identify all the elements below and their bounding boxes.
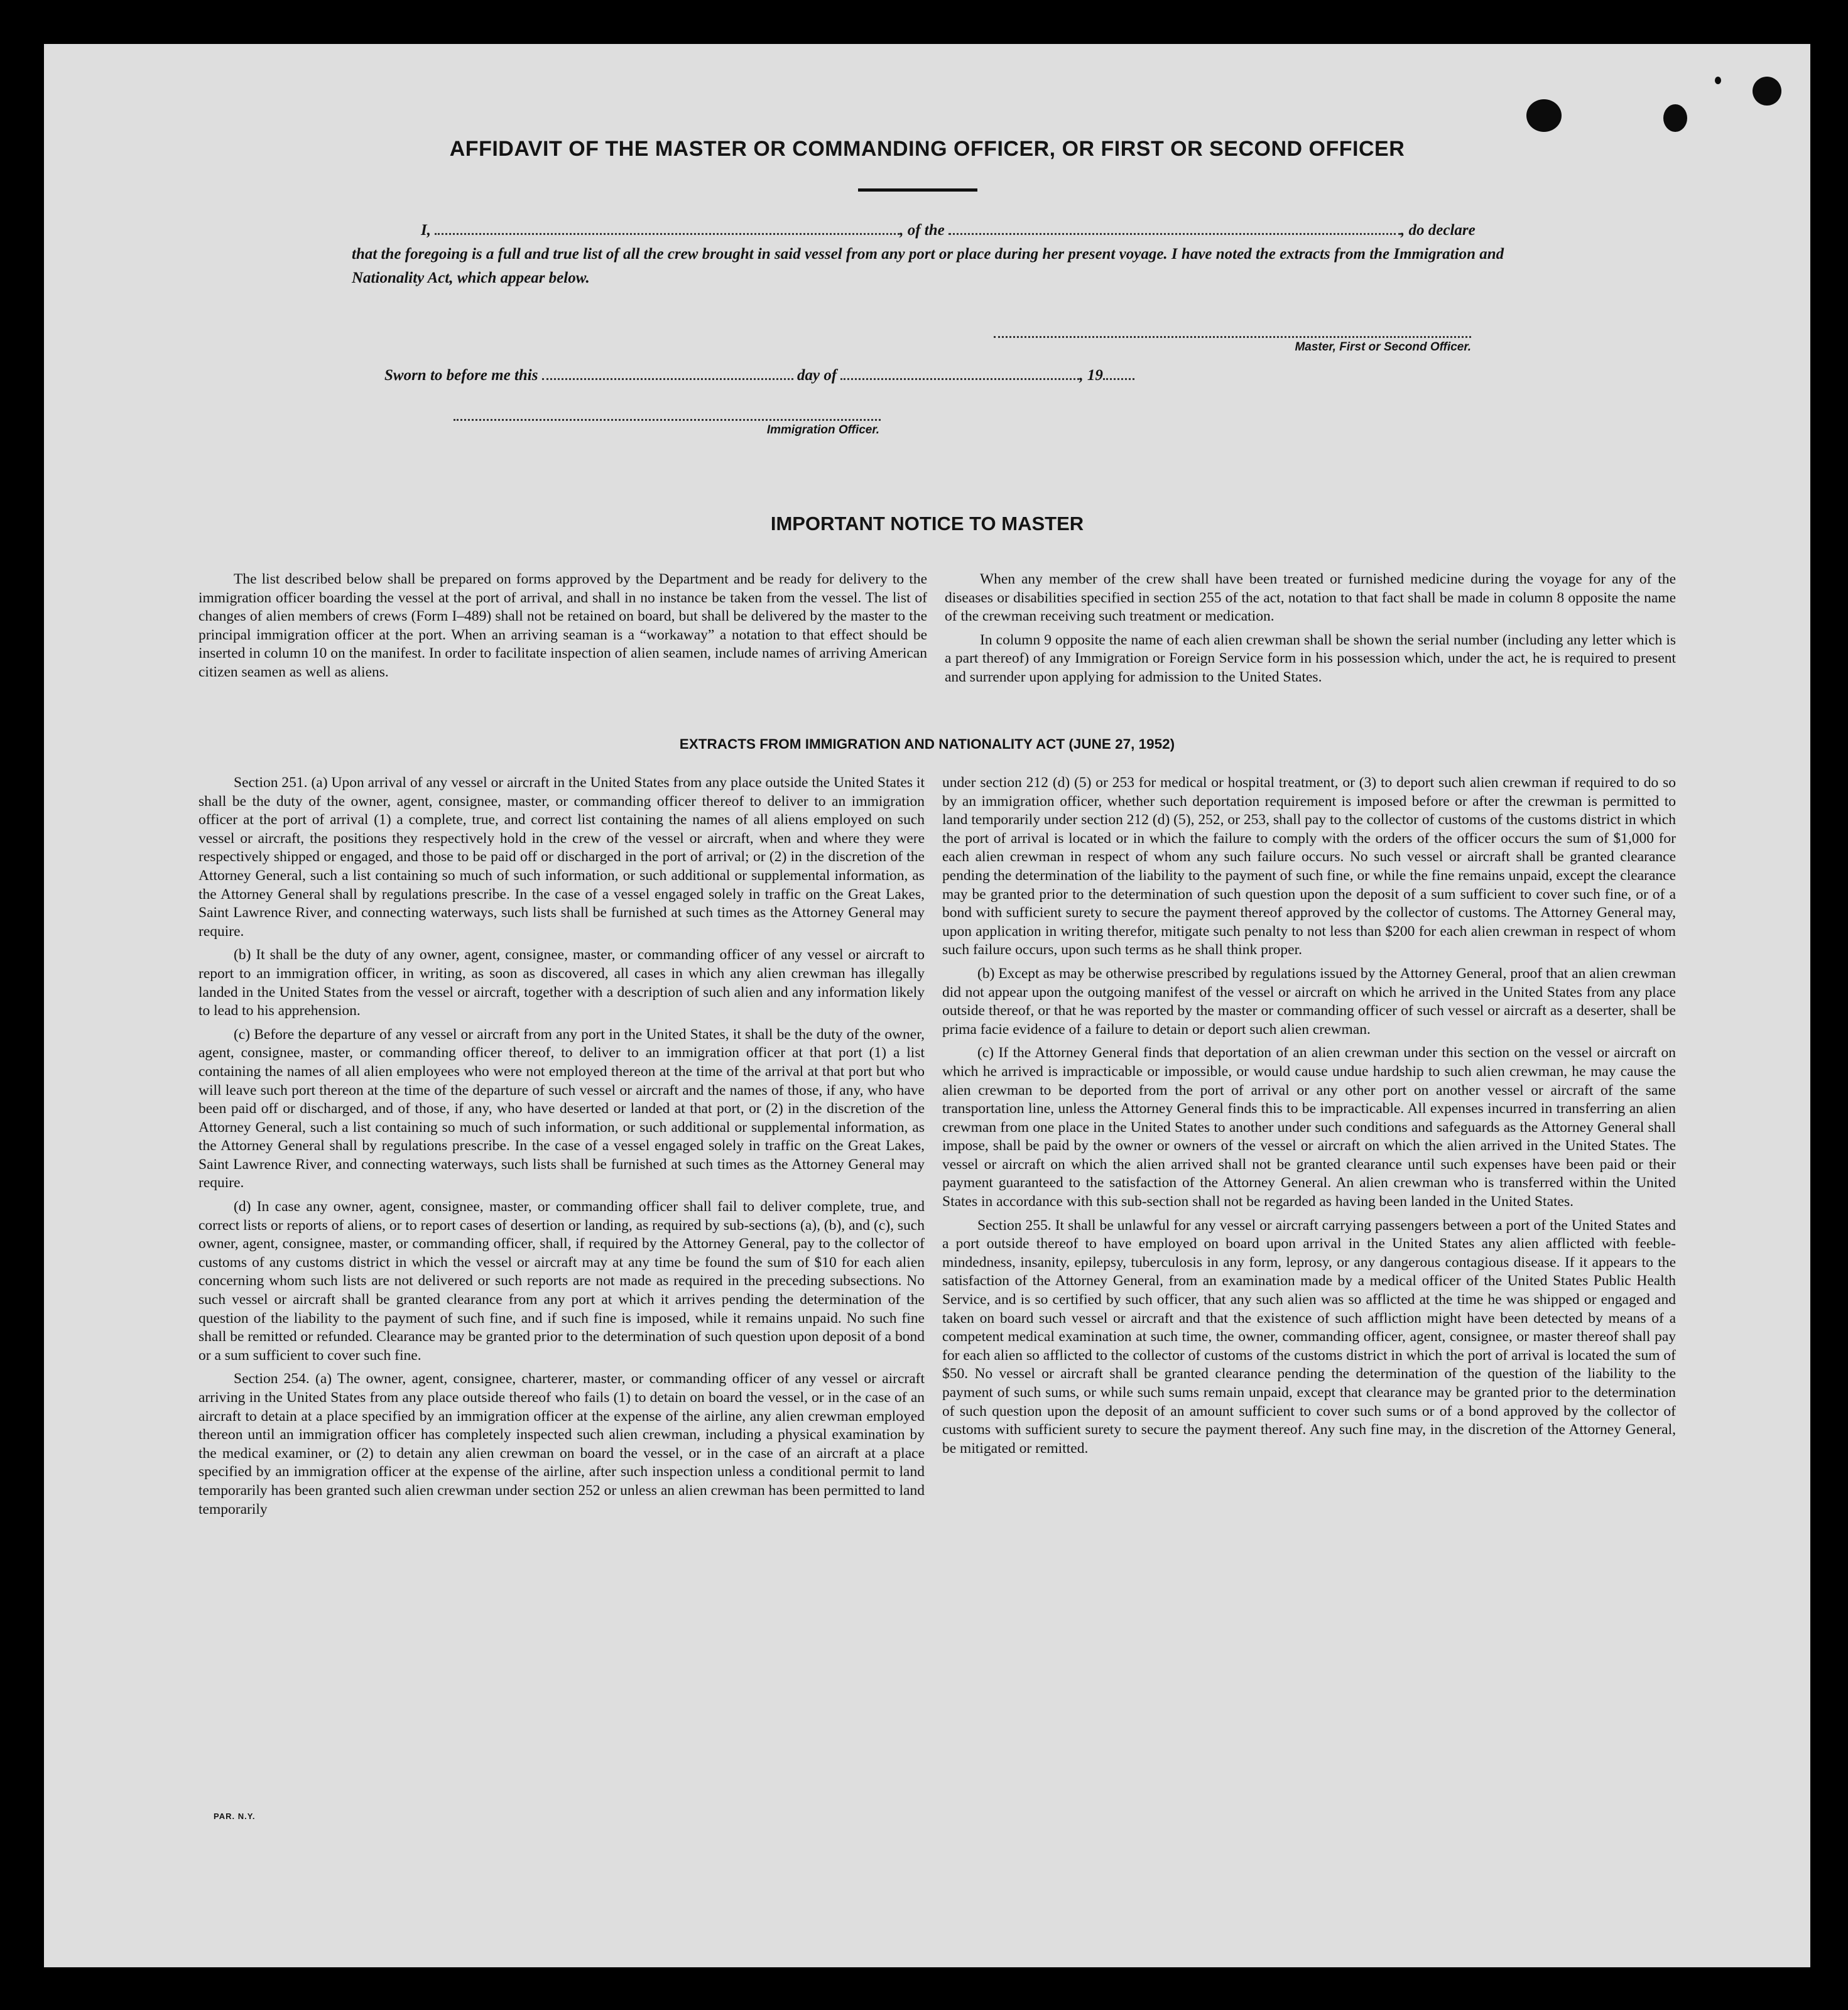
sworn-day-field[interactable] bbox=[542, 366, 793, 380]
extract-paragraph: (c) If the Attorney General finds that deportation of an alien crewman under this section on the vessel or aircraft on which he arrived is impracticable or impossible, or would cause undue hardship to such alien crewman, he may cause the alien crewman to be deported from the port of arrival or any other port on another vessel or aircraft of the same transportation line, unless the Attorney General finds this to be impracticable. All expenses incurred in transferring an alien crewman from one place in the United States to another under such conditions and safeguards as the Attorney General shall impose, shall be paid by the owner or owners of the vessel or aircraft on which the alien arrived in the United States. The vessel or aircraft on which the alien arrived shall not be granted clearance until such expenses have been paid or their payment guaranteed to the satisfaction of the Attorney General. An alien crewman who is transferred within the United States in accordance with this sub-section shall not be regarded as having been landed in the United States. bbox=[942, 1045, 1676, 1210]
affidavit-title: AFFIDAVIT OF THE MASTER OR COMMANDING OFFICER, OR FIRST OR SECOND OFFICER bbox=[449, 137, 1405, 161]
ink-blot bbox=[1663, 104, 1687, 132]
document-page bbox=[44, 44, 1810, 1967]
sworn-line bbox=[384, 366, 1264, 384]
sworn-month-field[interactable] bbox=[840, 366, 1079, 380]
notice-right-column bbox=[945, 570, 1676, 692]
extracts-right-column bbox=[942, 774, 1676, 1463]
extract-paragraph: (c) Before the departure of any vessel or aircraft from any port in the United States, it shall be the duty of the owner, agent, consignee, master, or commanding officer thereof, to deliver to an immigration officer at that port (1) a list containing the names of all alien employees who were not employed thereon at the time of the arrival at that port but who will leave such port thereon at the time of the departure of such vessel or aircraft and the names of those, if any, who have been paid off or discharged, and of those, if any, who have deserted or landed at that port, or (2) in the discretion of the Attorney General, such a list containing so much of such information, or such additional or supplemental information, as the Attorney General shall by regulations prescribe. In the case of a vessel engaged solely in traffic on the Great Lakes, Saint Lawrence River, and connecting waterways, such lists shall be furnished at such times as the Attorney General may require. bbox=[198, 1026, 925, 1192]
sworn-year-field[interactable] bbox=[1103, 366, 1134, 380]
sworn-to-label: Sworn to before me this bbox=[384, 367, 538, 384]
declaration-of-the: , of the bbox=[900, 222, 945, 239]
master-signature-line[interactable] bbox=[994, 336, 1471, 338]
extract-paragraph: Section 254. (a) The owner, agent, consignee, charterer, master, or commanding officer of any vessel or aircraft arriving in the United States from any place outside thereof who fails (1) to detain on board the vessel, or in the case of an aircraft to detain at a place specified by an immigration officer at the expense of the airline, any alien crewman employed thereon until an immigration officer has completely inspected such alien crewman, including a physical examination by the medical examiner, or (2) to detain any alien crewman on board the vessel, or in the case of an aircraft at a place specified by an immigration officer at the expense of the airline, after such inspection unless a conditional permit to land temporarily has been granted such alien crewman under section 252 or unless an alien crewman has been permitted to land temporarily bbox=[198, 1371, 925, 1518]
declaration-body: that the foregoing is a full and true list of all the crew brought in said vessel from any port or place during her present voyage. I have noted the extracts from the Immigration and Nationality Act, which appear below. bbox=[352, 246, 1504, 286]
notice-paragraph: The list described below shall be prepared on forms approved by the Department and be ready for delivery to the immigration officer boarding the vessel at the port of arrival, and shall in no instance be taken from the vessel. The list of changes of alien members of crews (Form I–489) shall not be retained on board, but shall be delivered by the master to the principal immigration officer at the port. When an arriving seaman is a “workaway” a notation to that effect should be inserted in column 10 on the manifest. In order to facilitate inspection of alien seamen, include names of arriving American citizen seamen as well as aliens. bbox=[198, 571, 927, 680]
declaration-i: I, bbox=[421, 222, 431, 239]
ink-blot bbox=[1753, 77, 1781, 106]
day-of-label: day of bbox=[796, 367, 837, 384]
extract-paragraph: (b) It shall be the duty of any owner, agent, consignee, master, or commanding officer of any vessel or aircraft to report to an immigration officer, in writing, as soon as discovered, all cases in which any alien crewman has illegally landed in the United States from the vessel or aircraft, together with a description of such alien and any information likely to lead to his apprehension. bbox=[198, 947, 925, 1019]
notice-title: IMPORTANT NOTICE TO MASTER bbox=[770, 513, 1084, 535]
declaration bbox=[352, 219, 1545, 290]
extracts-left-column bbox=[198, 774, 925, 1524]
declaration-do-declare: , do declare bbox=[1401, 222, 1476, 239]
extract-paragraph: Section 255. It shall be unlawful for any vessel or aircraft carrying passengers between a port of the United States and a port outside thereof to have employed on board upon arrival in the United States any alien afflicted with feeble-mindedness, insanity, epilepsy, tuberculosis in any form, leprosy, or any dangerous contagious disease. If it appears to the satisfaction of the Attorney General, from an examination made by a medical officer of the United States Public Health Service, and is so certified by such officer, that any such alien was so afflicted at the time he was shipped or engaged and taken on board such vessel or aircraft and that the existence of such affliction might have been detected by means of a competent medical examination at such time, the owner, commanding officer, agent, consignee, or master thereof shall pay for each alien so afflicted to the collector of customs of the customs district in which the port of arrival is located the sum of $50. No vessel or aircraft shall be granted clearance pending the determination of the question of the liability to the payment of such sums, or while such sums remain unpaid, except that clearance may be granted prior to the determination of such question upon the deposit of an amount sufficient to cover such sums or of a bond approved by the collector of customs with sufficient surety to secure the payment thereof. Any such fine may, in the discretion of the Attorney General, be mitigated or remitted. bbox=[942, 1217, 1676, 1457]
notice-paragraph: In column 9 opposite the name of each alien crewman shall be shown the serial number (including any letter which is a part thereof) of any Immigration or Foreign Service form in his possession which, under the act, he is required to present and surrender upon applying for admission to the United States. bbox=[945, 631, 1676, 685]
year-label: , 19 bbox=[1079, 367, 1103, 384]
extract-paragraph: (d) In case any owner, agent, consignee, master, or commanding officer shall fail to deliver complete, true, and correct lists or reports of aliens, or to report cases of desertion or landing, as required by sub-sections (a), (b), and (c), such owner, agent, consignee, master, or commanding officer, shall, if required by the Attorney General, pay to the collector of customs of any customs district in which the vessel or aircraft may at any time be found the sum of $10 for each alien concerning whom such lists are not delivered or such reports are not made as required in the preceding subsections. No such vessel or aircraft shall be granted clearance from any port at which it arrives pending the determination of the question of the liability to the payment of such fine, and if such fine is imposed, while it remains unpaid. No such fine shall be remitted or refunded. Clearance may be granted prior to the determination of such question upon deposit of a bond or a sum sufficient to cover such fine. bbox=[198, 1198, 925, 1364]
extracts-title: EXTRACTS FROM IMMIGRATION AND NATIONALITY ACT (JUNE 27, 1952) bbox=[679, 736, 1175, 752]
notice-paragraph: When any member of the crew shall have been treated or furnished medicine during the voyage for any of the diseases or disabilities specified in section 255 of the act, notation to that fact shall be made in column 8 opposite the name of the crewman receiving such treatment or medication. bbox=[945, 571, 1676, 625]
vessel-field[interactable] bbox=[948, 220, 1401, 235]
title-rule bbox=[858, 188, 977, 192]
ink-blot bbox=[1715, 77, 1721, 84]
immigration-officer-signature-line[interactable] bbox=[454, 419, 881, 421]
name-field[interactable] bbox=[435, 220, 900, 235]
ink-blot bbox=[1526, 99, 1562, 132]
master-signature-label: Master, First or Second Officer. bbox=[1295, 340, 1471, 354]
notice-left-column bbox=[198, 570, 927, 687]
extract-paragraph: under section 212 (d) (5) or 253 for medical or hospital treatment, or (3) to deport such alien crewman if required to do so by an immigration officer, whether such deportation requirement is imposed before or after the crewman is permitted to land temporarily under section 212 (d) (5), 252, or 253, shall pay to the collector of customs of the customs district in which the port of arrival is located or in which the failure to comply with the orders of the officer occurs the sum of $1,000 for each alien crewman in respect of whom any such failure occurs. No such vessel or aircraft shall be granted clearance pending the determination of the liability to the payment of such fine, or while the fine remains unpaid, except the clearance may be granted prior to the determination of such question upon the deposit of a sum sufficient to cover such fine, or of a bond with sufficient surety to secure the payment thereof approved by the collector of customs. The Attorney General may, upon application in writing therefor, mitigate such penalty to not less than $200 for each alien crewman in respect of whom such failure occurs, upon such terms as he shall think proper. bbox=[942, 774, 1676, 959]
extract-paragraph: Section 251. (a) Upon arrival of any vessel or aircraft in the United States from any place outside the United States it shall be the duty of the owner, agent, consignee, master, or commanding officer thereof to deliver to an immigration officer at the port of arrival (1) a complete, true, and correct list containing the names of all aliens employed on such vessel or aircraft, the positions they respectively hold in the crew of the vessel or aircraft, when and where they were respectively shipped or engaged, and those to be paid off or discharged in the port of arrival; or (2) in the discretion of the Attorney General, such a list containing so much of such information, or such additional or supplemental information, as the Attorney General shall by regulations prescribe. In the case of a vessel engaged solely in traffic on the Great Lakes, Saint Lawrence River, and connecting waterways, such lists shall be furnished at such times as the Attorney General may require. bbox=[198, 774, 925, 940]
printer-mark: PAR. N.Y. bbox=[214, 1812, 256, 1821]
immigration-officer-label: Immigration Officer. bbox=[766, 423, 879, 437]
declaration-line bbox=[352, 219, 1545, 242]
extract-paragraph: (b) Except as may be otherwise prescribed by regulations issued by the Attorney General, proof that an alien crewman did not appear upon the outgoing manifest of the vessel or aircraft on which he arrived in the United States from any place outside thereof, or that he was reported by the master or commanding officer of such vessel or aircraft as a deserter, shall be prima facie evidence of a failure to detain or deport such alien crewman. bbox=[942, 965, 1676, 1038]
